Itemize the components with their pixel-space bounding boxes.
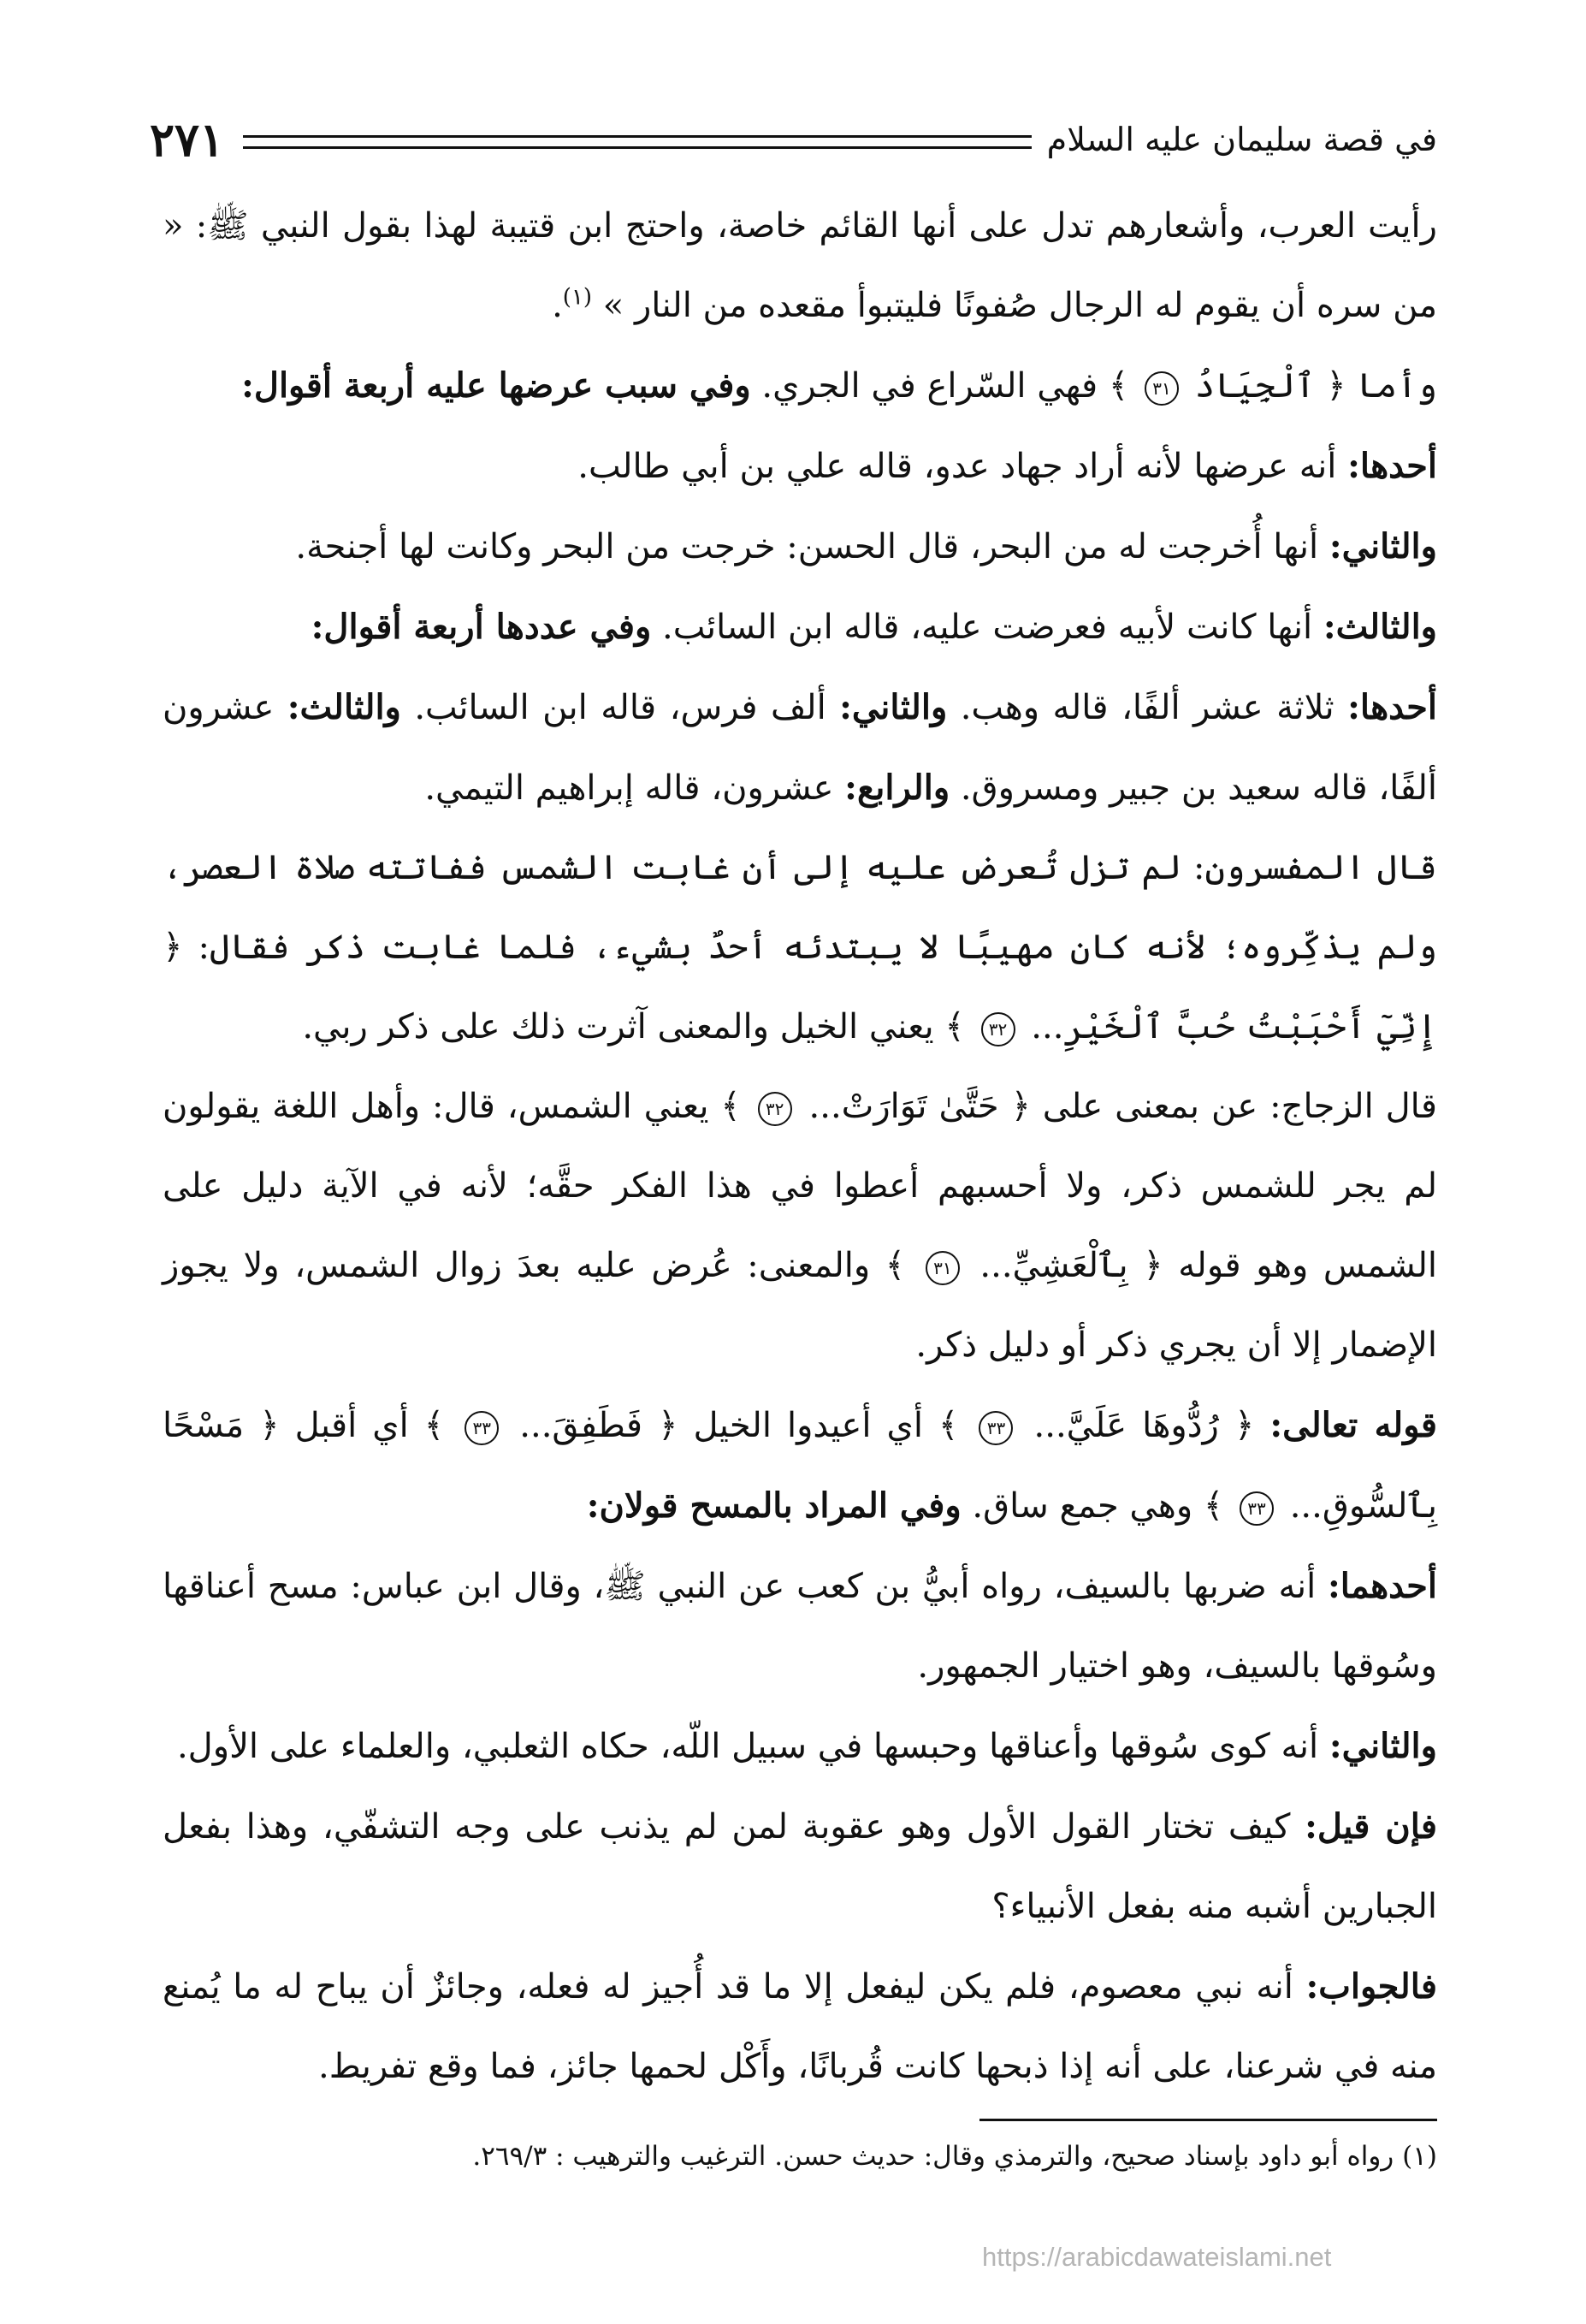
paragraph-10: [163, 1546, 1437, 1706]
paragraph-text: قال المفسرون: لم تزل تُعرض عليه إلى أن غابت الشمس ففاتته صلاة العصر، ولم يذكِّروه؛ لأنه كان مهيبًا لا يبتدئه أحدٌ بشيء، فلما غابت ذكر فقال: ﴿ إِنِّيٓ أَحْبَبْتُ حُبَّ ٱلْخَيْرِ...: [163, 848, 1437, 1046]
paragraph-5: [163, 587, 1437, 667]
paragraph-lead: والثاني:: [1329, 1726, 1437, 1766]
ayah-number-marker: ٣٣: [1240, 1491, 1274, 1526]
paragraph-text: قال الزجاج: عن بمعنى على ﴿ حَتَّىٰ تَوَارَتْ...: [796, 1087, 1437, 1126]
header-double-rule: [243, 135, 1032, 149]
paragraph-lead: أحدهما:: [1327, 1566, 1437, 1606]
paragraph-2: [163, 346, 1437, 426]
paragraph-lead: والثاني:: [1329, 526, 1437, 566]
paragraph-text: وأما ﴿ ٱلْجِيَادُ: [1184, 366, 1437, 406]
paragraph-lead: أحدها:: [1347, 687, 1438, 727]
paragraph-text: أنها كانت لأبيه فعرضت عليه، قاله ابن السائب.: [651, 608, 1323, 647]
ayah-number-marker: ٣٢: [758, 1092, 792, 1126]
paragraph-lead: والرابع:: [844, 768, 950, 808]
section-heading-inline: وفي المراد بالمسح قولان:: [586, 1485, 962, 1526]
ayah-number-marker: ٣٣: [465, 1411, 499, 1445]
paragraph-11: [163, 1706, 1437, 1787]
ayah-number-marker: ٣٣: [979, 1411, 1013, 1445]
paragraph-lead: والثالث:: [287, 687, 401, 727]
body-text: [163, 187, 1437, 2107]
footnote: (١) رواه أبو داود بإسناد صحيح، والترمذي وقال: حديث حسن. الترغيب والترهيب : ٢٦٩/٣.: [472, 2141, 1437, 2172]
footnote-separator: [979, 2119, 1437, 2121]
running-header: [150, 110, 1437, 169]
paragraph-4: [163, 507, 1437, 587]
paragraph-text: أنه كوى سُوقها وأعناقها وحبسها في سبيل اللّه، حكاه الثعلبي، والعلماء على الأول.: [176, 1727, 1329, 1766]
paragraph-text: عشرون ألفًا، قاله سعيد بن جبير ومسروق.: [163, 688, 1437, 808]
paragraph-lead: أحدها:: [1347, 446, 1437, 486]
ayah-number-marker: ٣١: [1145, 371, 1179, 406]
paragraph-text: ثلاثة عشر ألفًا، قاله وهب.: [947, 688, 1348, 727]
paragraph-lead: فإن قيل:: [1305, 1806, 1438, 1847]
paragraph-text: عشرون، قاله إبراهيم التيمي.: [424, 768, 845, 808]
ayah-number-marker: ٣٢: [981, 1012, 1015, 1046]
paragraph-lead: قوله تعالى:: [1269, 1405, 1437, 1445]
paragraph-1: [163, 187, 1437, 346]
paragraph-text: ﴾ وهي جمع ساق.: [961, 1486, 1234, 1526]
paragraph-6: [163, 667, 1437, 828]
paragraph-text: أنه ضربها بالسيف، رواه أبيُّ بن كعب عن النبي ﷺ، وقال ابن عباس: مسح أعناقها وسُوقها بالسيف، وهو اختيار الجمهور.: [163, 1567, 1437, 1686]
paragraph-lead: والثاني:: [839, 687, 948, 727]
paragraph-text: ﴾ يعني الخيل والمعنى آثرت ذلك على ذكر ربي.: [302, 1007, 976, 1046]
paragraph-lead: فالجواب:: [1305, 1966, 1437, 2007]
paragraph-text: ألف فرس، قاله ابن السائب.: [400, 688, 840, 727]
paragraph-text: ﴾ فهي السّراع في الجري.: [750, 366, 1140, 406]
paragraph-text: ﴿ رُدُّوهَا عَلَيَّ...: [1018, 1406, 1270, 1445]
paragraph-text: أنه نبي معصوم، فلم يكن ليفعل إلا ما قد أُجيز له فعله، وجائزٌ أن يباح له ما يُمنع منه في شرعنا، على أنه إذا ذبحها كانت قُربانًا، وأَكْل لحمها جائز، فما وقع تفريط.: [163, 1967, 1437, 2086]
footnote-reference[interactable]: (١): [562, 284, 593, 311]
paragraph-9: [163, 1385, 1437, 1546]
paragraph-8: [163, 1067, 1437, 1385]
paragraph-text: أنها أُخرجت له من البحر، قال الحسن: خرجت من البحر وكانت لها أجنحة.: [295, 527, 1329, 566]
watermark-url[interactable]: https://arabicdawateislami.net: [982, 2242, 1332, 2272]
paragraph-13: [163, 1947, 1437, 2107]
paragraph-text: ﴾ يعني الشمس، قال: وأهل اللغة يقولون لم يجر للشمس ذكر، ولا أحسبهم أعطوا في هذا الفكر حقَّه؛ لأنه في الآية دليل على الشمس وهو قوله ﴿ بِٱلْعَشِيِّ...: [163, 1087, 1438, 1285]
paragraph-text: رأيت العرب، وأشعارهم تدل على أنها القائم خاصة، واحتج ابن قتيبة لهذا بقول النبي ﷺ: « من سره أن يقوم له الرجال صُفونًا فليتبوأ مقعده من النار »: [163, 206, 1437, 325]
section-heading-inline: وفي عددها أربعة أقوال:: [311, 607, 652, 647]
paragraph-7: [163, 828, 1437, 1067]
paragraph-end: .: [552, 286, 563, 325]
paragraph-text: ﴾ والمعنى: عُرض عليه بعدَ زوال الشمس، ولا يجوز الإضمار إلا أن يجري ذكر أو دليل ذكر.: [163, 1246, 1437, 1365]
paragraph-3: [163, 426, 1437, 507]
paragraph-text: ﴾ أي أقبل ﴿ مَسْحًا بِٱلسُّوقِ...: [163, 1406, 1437, 1526]
paragraph-text: أنه عرضها لأنه أراد جهاد عدو، قاله علي بن أبي طالب.: [577, 447, 1348, 486]
paragraph-text: كيف تختار القول الأول وهو عقوبة لمن لم يذنب على وجه التشفّي، وهذا بفعل الجبارين أشبه منه بفعل الأنبياء؟: [163, 1807, 1437, 1926]
ayah-number-marker: ٣١: [926, 1251, 960, 1285]
paragraph-lead: والثالث:: [1323, 607, 1437, 647]
section-heading-inline: وفي سبب عرضها عليه أربعة أقوال:: [241, 365, 751, 406]
paragraph-text: ﴾ أي أعيدوا الخيل ﴿ فَطَفِقَ...: [504, 1406, 974, 1445]
running-title: في قصة سليمان عليه السلام: [1046, 121, 1437, 158]
paragraph-12: [163, 1787, 1437, 1947]
page-number: ٢٧١: [150, 112, 225, 167]
